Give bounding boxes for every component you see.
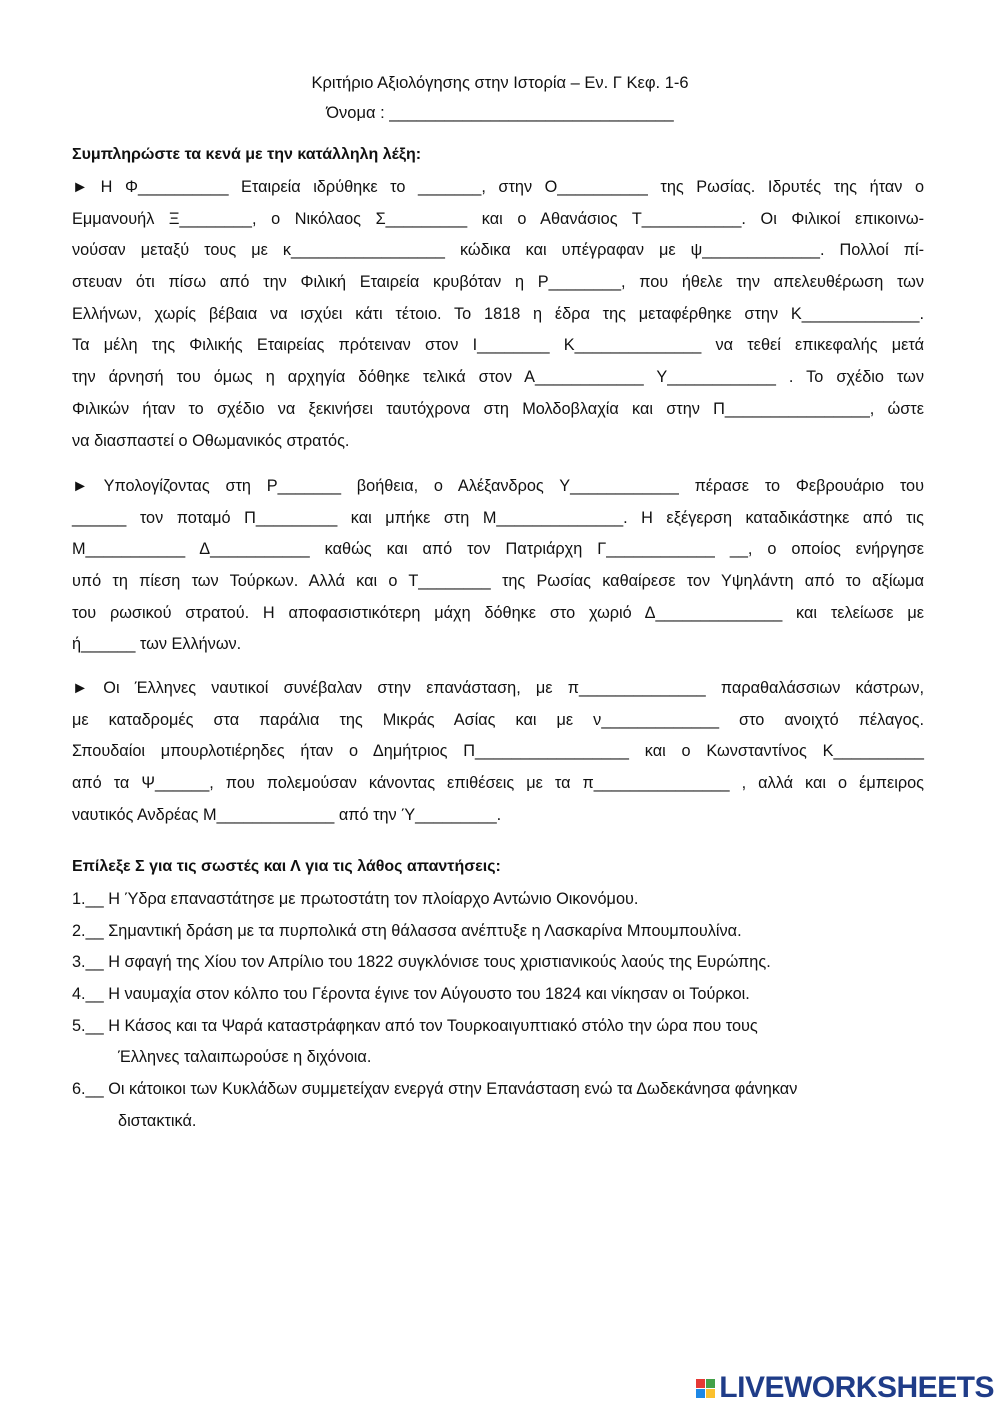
paragraph-line: Εμμανουήλ Ξ________, ο Νικόλαος Σ_________ και ο Αθανάσιος Τ___________. Οι Φιλικοί επικοινω- [72, 209, 924, 228]
paragraph-filikí-etaireia [72, 172, 924, 457]
worksheet-title: Κριτήριο Αξιολόγησης στην Ιστορία – Εν. Γ Κεφ. 1-6 [311, 74, 689, 92]
paragraph-line: υπό τη πίεση των Τούρκων. Αλλά και ο Τ________ της Ρωσίας καθαίρεσε τον Υψηλάντη από το αξίωμα [72, 572, 924, 591]
paragraph-line: ή______ των Ελλήνων. [72, 635, 242, 654]
true-false-item-continuation: διστακτικά. [118, 1111, 197, 1130]
section-1-title: Συμπληρώστε τα κενά με την κατάλληλη λέξη: [72, 146, 422, 163]
paragraph-line: Σπουδαίοι μπουρλοτιέρηδες ήταν ο Δημήτριος Π_________________ και ο Κωνσταντίνος Κ__________ [72, 742, 924, 761]
true-false-list [72, 884, 932, 1138]
paragraph-line: στευαν ότι πίσω από την Φιλική Εταιρεία κρυβόταν η Ρ________, που ήθελε την απελευθέρωση των [72, 273, 924, 292]
paragraph-line: Τα μέλη της Φιλικής Εταιρείας πρότειναν στον Ι________ Κ______________ να τεθεί επικεφαλής μετά [72, 336, 924, 355]
paragraph-line: να διασπαστεί ο Οθωμανικός στρατός. [72, 431, 350, 450]
true-false-item: 4.__ Η ναυμαχία στον κόλπο του Γέροντα έγινε τον Αύγουστο του 1824 και νίκησαν οι Τούρκοι. [72, 985, 750, 1004]
true-false-item: 1.__ Η Ύδρα επαναστάτησε με πρωτοστάτη τον πλοίαρχο Αντώνιο Οικονόμου. [72, 890, 639, 908]
paragraph-line: από τα Ψ______, που πολεμούσαν κάνοντας επιθέσεις με τα π_______________ , αλλά και ο έμπειρος [72, 774, 924, 793]
paragraph-line: του ρωσικού στρατού. Η αποφασιστικότερη μάχη δόθηκε στο χωριό Δ______________ και τελείωσε με [72, 603, 924, 622]
paragraph-line: Φιλικών ήταν το σχέδιο να ξεκινήσει ταυτόχρονα στη Μολδοβλαχία και στην Π________________, ώστε [72, 399, 924, 418]
paragraph-line: ► Υπολογίζοντας στη Ρ_______ βοήθεια, ο Αλέξανδρος Υ____________ πέρασε το Φεβρουάριο του [72, 477, 924, 495]
paragraph-line: Ελλήνων, χωρίς βέβαια να ισχύει κάτι τέτοιο. Το 1818 η έδρα της μεταφέρθηκε στην Κ_____________. [72, 304, 924, 323]
name-field-line: Όνομα : _______________________________ [326, 104, 674, 122]
paragraph-naval [72, 673, 924, 831]
paragraph-line: την άρνησή του όμως η αρχηγία δόθηκε τελικά στον Α____________ Υ____________ . Το σχέδιο των [72, 368, 924, 387]
true-false-item: 5.__ Η Κάσος και τα Ψαρά καταστράφηκαν από τον Τουρκοαιγυπτιακό στόλο την ώρα που τους [72, 1016, 758, 1035]
true-false-item: 3.__ Η σφαγή της Χίου τον Απρίλιο του 1822 συγκλόνισε τους χριστιανικούς λαούς της Ευρώπης. [72, 953, 771, 972]
worksheet-header [0, 72, 1000, 124]
liveworksheets-logo [696, 1373, 994, 1403]
true-false-item: 2.__ Σημαντική δράση με τα πυρπολικά στη θάλασσα ανέπτυξε η Λασκαρίνα Μπουμπουλίνα. [72, 921, 742, 940]
logo-text: LIVEWORKSHEETS [719, 1371, 994, 1404]
paragraph-line: ► Η Φ__________ Εταιρεία ιδρύθηκε το _______, στην Ο__________ της Ρωσίας. Ιδρυτές της ήταν ο [72, 178, 924, 196]
paragraph-line: ναυτικός Ανδρέας Μ_____________ από την Ύ_________. [72, 805, 502, 824]
paragraph-line: με καταδρομές στα παράλια της Μικράς Ασίας και με ν_____________ στο ανοιχτό πέλαγος. [72, 710, 924, 729]
paragraph-line: νούσαν μεταξύ τους με κ_________________ κώδικα και υπέγραφαν με ψ_____________. Πολλοί πί- [72, 241, 924, 260]
true-false-item-continuation: Έλληνες ταλαιπωρούσε η διχόνοια. [118, 1048, 372, 1067]
paragraph-ypsilantis [72, 471, 924, 661]
logo-icon [696, 1379, 715, 1398]
paragraph-line: Μ___________ Δ___________ καθώς και από τον Πατριάρχη Γ____________ __, ο οποίος ενήργησε [72, 540, 924, 559]
paragraph-line: ► Οι Έλληνες ναυτικοί συνέβαλαν στην επανάσταση, με π______________ παραθαλάσσιων κάστρων, [72, 679, 924, 697]
true-false-item: 6.__ Οι κάτοικοι των Κυκλάδων συμμετείχαν ενεργά στην Επανάσταση ενώ τα Δωδεκάνησα φάνηκαν [72, 1080, 798, 1099]
section-2-title: Επίλεξε Σ για τις σωστές και Λ για τις λάθος απαντήσεις: [72, 858, 501, 875]
paragraph-line: ______ τον ποταμό Π_________ και μπήκε στη Μ______________. Η εξέγερση καταδικάστηκε από τις [72, 508, 924, 527]
